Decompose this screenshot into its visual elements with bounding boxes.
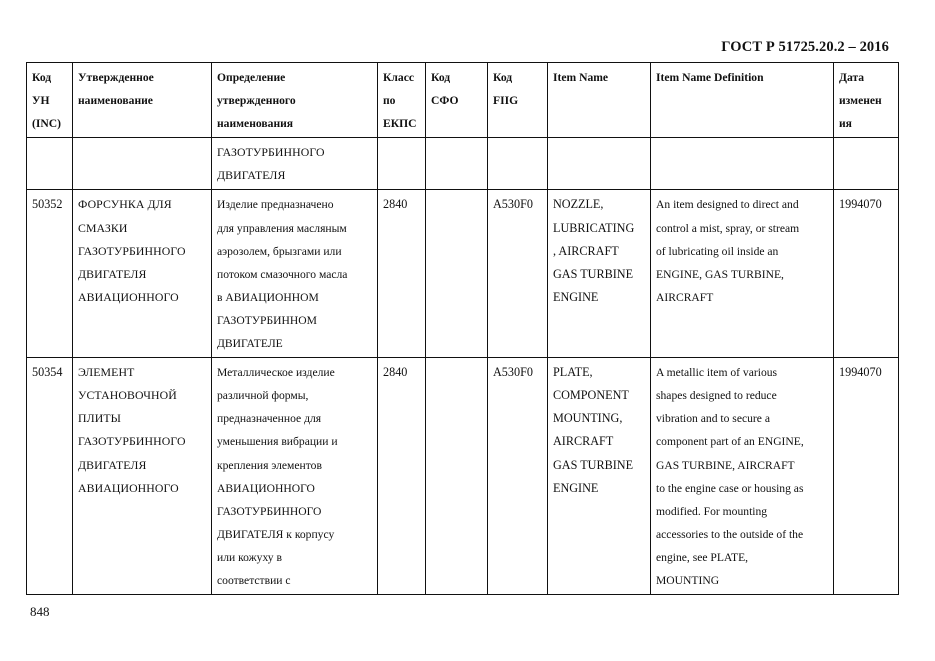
cell-item-name: PLATE, COMPONENT MOUNTING, AIRCRAFT GAS TURBINE ENGINE — [548, 358, 651, 595]
specification-table — [26, 62, 899, 595]
header-sfo-code: Код СФО — [426, 63, 488, 138]
cell-change-date: 1994070 — [834, 358, 899, 595]
cell-item-name-definition: A metallic item of various shapes designed to reduce vibration and to secure a component part of an ENGINE, GAS TURBINE, AIRCRAFT to the engine case or housing as modified. For mounting accessories to the outside of the engine, see PLATE, MOUNTING — [651, 358, 834, 595]
cell-ekps-class — [378, 138, 426, 190]
cell-item-name-definition: An item designed to direct and control a mist, spray, or stream of lubricating oil inside an ENGINE, GAS TURBINE, AIRCRAFT — [651, 190, 834, 358]
cell-name-definition: Изделие предназначено для управления масляным аэрозолем, брызгами или потоком смазочного масла в АВИАЦИОННОМ ГАЗОТУРБИННОМ ДВИГАТЕЛЕ — [212, 190, 378, 358]
cell-sfo-code — [426, 138, 488, 190]
header-item-name: Item Name — [548, 63, 651, 138]
header-ekps-class: Класс по ЕКПС — [378, 63, 426, 138]
header-fiig-code: Код FIIG — [488, 63, 548, 138]
cell-sfo-code — [426, 190, 488, 358]
cell-name-definition: ГАЗОТУРБИННОГО ДВИГАТЕЛЯ — [212, 138, 378, 190]
cell-approved-name: ЭЛЕМЕНТ УСТАНОВОЧНОЙ ПЛИТЫ ГАЗОТУРБИННОГО ДВИГАТЕЛЯ АВИАЦИОННОГО — [73, 358, 212, 595]
table-header-row — [27, 63, 899, 138]
table-row — [27, 358, 899, 595]
cell-fiig-code — [488, 138, 548, 190]
cell-change-date: 1994070 — [834, 190, 899, 358]
document-code-header: ГОСТ Р 51725.20.2 – 2016 — [721, 39, 889, 55]
cell-item-name-definition — [651, 138, 834, 190]
cell-approved-name: ФОРСУНКА ДЛЯ СМАЗКИ ГАЗОТУРБИННОГО ДВИГАТЕЛЯ АВИАЦИОННОГО — [73, 190, 212, 358]
cell-fiig-code: A530F0 — [488, 190, 548, 358]
cell-ekps-class: 2840 — [378, 190, 426, 358]
cell-item-name: NOZZLE, LUBRICATING , AIRCRAFT GAS TURBINE ENGINE — [548, 190, 651, 358]
header-item-name-definition: Item Name Definition — [651, 63, 834, 138]
cell-inc-code — [27, 138, 73, 190]
cell-name-definition: Металлическое изделие различной формы, предназначенное для уменьшения вибрации и крепления элементов АВИАЦИОННОГО ГАЗОТУРБИННОГО ДВИГАТЕЛЯ к корпусу или кожуху в соответствии с — [212, 358, 378, 595]
cell-inc-code: 50354 — [27, 358, 73, 595]
header-inc-code: Код УН (INC) — [27, 63, 73, 138]
table-row — [27, 138, 899, 190]
cell-fiig-code: A530F0 — [488, 358, 548, 595]
header-name-definition: Определение утвержденного наименования — [212, 63, 378, 138]
page-number: 848 — [30, 604, 50, 619]
cell-inc-code: 50352 — [27, 190, 73, 358]
cell-approved-name — [73, 138, 212, 190]
header-change-date: Дата изменен ия — [834, 63, 899, 138]
cell-ekps-class: 2840 — [378, 358, 426, 595]
cell-item-name — [548, 138, 651, 190]
cell-change-date — [834, 138, 899, 190]
header-approved-name: Утвержденное наименование — [73, 63, 212, 138]
cell-sfo-code — [426, 358, 488, 595]
table-row — [27, 190, 899, 358]
